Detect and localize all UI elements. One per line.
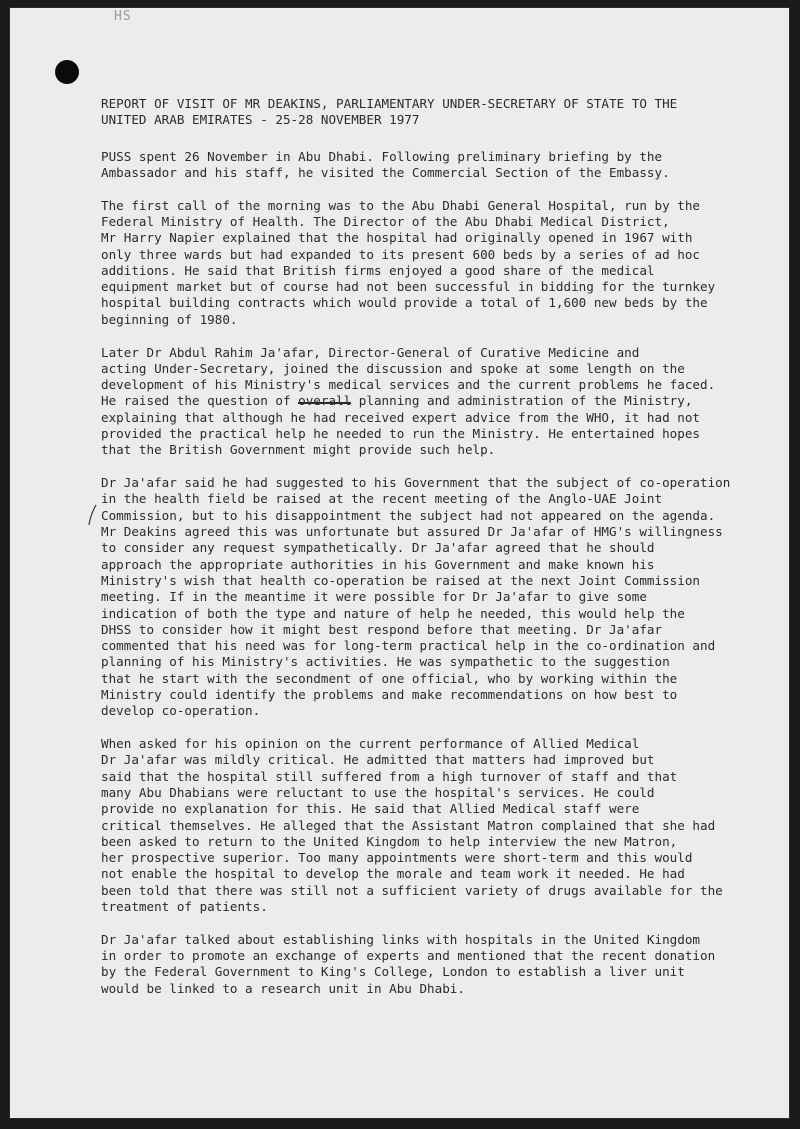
paragraph-4 [101,475,769,719]
title-line: UNITED ARAB EMIRATES - 25-28 NOVEMBER 1977 [101,112,420,128]
text-line: hospital building contracts which would provide a total of 1,600 new beds by the [101,295,708,311]
text-line: provided the practical help he needed to run the Ministry. He entertained hopes [101,426,700,442]
struck-word: overall [298,393,352,409]
text-line: only three wards but had expanded to its present 600 beds by a series of ad hoc [101,246,700,262]
text-line: Mr Deakins agreed this was unfortunate but assured Dr Ja'afar of HMG's willingness [101,524,723,540]
title-line: REPORT OF VISIT OF MR DEAKINS, PARLIAMENTARY UNDER-SECRETARY OF STATE TO THE [101,96,678,111]
text-line: many Abu Dhabians were reluctant to use the hospital's services. He could [101,784,655,800]
text-line: approach the appropriate authorities in his Government and make known his [101,556,655,572]
text-line: that the British Government might provide such help. [101,442,496,458]
text-line: to consider any request sympathetically. Dr Ja'afar agreed that he should [101,540,655,556]
text-line: meeting. If in the meantime it were possible for Dr Ja'afar to give some [101,589,647,605]
text-line: in order to promote an exchange of experts and mentioned that the recent donation [101,948,716,964]
text-line: He raised the question of overall planning and administration of the Ministry, [101,393,693,409]
text-line: explaining that although he had received expert advice from the WHO, it had not [101,409,700,425]
text-line: indication of both the type and nature of help he needed, this would help the [101,605,685,621]
text-line: critical themselves. He alleged that the Assistant Matron complained that she had [101,817,716,833]
paragraph-1 [101,149,769,182]
text-line: treatment of patients. [101,899,268,915]
text-line: Dr Ja'afar talked about establishing links with hospitals in the United Kingdom [101,931,700,947]
text-line: acting Under-Secretary, joined the discussion and spoke at some length on the [101,360,685,376]
text-line: been told that there was still not a sufficient variety of drugs available for the [101,882,723,898]
text-line: PUSS spent 26 November in Abu Dhabi. Following preliminary briefing by the [101,148,663,164]
text-line: provide no explanation for this. He said that Allied Medical staff were [101,801,640,817]
text-line: been asked to return to the United Kingdom to help interview the new Matron, [101,833,678,849]
text-line: Federal Ministry of Health. The Director of the Abu Dhabi Medical District, [101,213,670,229]
text-line: Mr Harry Napier explained that the hospital had originally opened in 1967 with [101,230,693,246]
text-line: The first call of the morning was to the Abu Dhabi General Hospital, run by the [101,197,700,213]
text-line: When asked for his opinion on the current performance of Allied Medical [101,736,640,752]
report-title [101,96,769,129]
paragraph-5 [101,736,769,915]
text-line: Commission, but to his disappointment the subject had not appeared on the agenda. [101,507,716,523]
text-line: said that the hospital still suffered from a high turnover of staff and that [101,768,678,784]
text-line: not enable the hospital to develop the morale and team work it needed. He had [101,866,685,882]
text-line: would be linked to a research unit in Abu Dhabi. [101,980,465,996]
text-line: planning of his Ministry's activities. He was sympathetic to the suggestion [101,654,670,670]
text-line: equipment market but of course had not been successful in bidding for the turnkey [101,279,716,295]
text-line: Ministry's wish that health co-operation be raised at the next Joint Commission [101,572,700,588]
text-line: beginning of 1980. [101,311,238,327]
text-line: development of his Ministry's medical services and the current problems he faced. [101,377,716,393]
text-line: Ministry could identify the problems and make recommendations on how best to [101,687,678,702]
punch-hole [55,60,79,84]
text-line: in the health field be raised at the recent meeting of the Anglo-UAE Joint [101,491,663,507]
text-line: develop co-operation. [101,703,261,719]
margin-pencil-mark [87,504,99,526]
report-body [101,96,769,1014]
text-line: Later Dr Abdul Rahim Ja'afar, Director-General of Curative Medicine and [101,344,640,360]
text-line: DHSS to consider how it might best respond before that meeting. Dr Ja'afar [101,621,663,637]
text-line: her prospective superior. Too many appointments were short-term and this would [101,850,693,866]
text-line: additions. He said that British firms enjoyed a good share of the medical [101,262,655,278]
text-line: Dr Ja'afar was mildly critical. He admitted that matters had improved but [101,752,655,768]
paragraph-3 [101,345,769,459]
text-line: that he start with the secondment of one official, who by working within the [101,670,678,686]
text-line: Ambassador and his staff, he visited the Commercial Section of the Embassy. [101,164,670,180]
paragraph-6 [101,932,769,997]
text-line: commented that his need was for long-term practical help in the co-ordination and [101,638,716,654]
text-line: by the Federal Government to King's College, London to establish a liver unit [101,964,685,980]
handwritten-initials: HS [114,9,132,24]
paragraph-2 [101,198,769,328]
text-line: Dr Ja'afar said he had suggested to his Government that the subject of co-operation [101,475,731,491]
